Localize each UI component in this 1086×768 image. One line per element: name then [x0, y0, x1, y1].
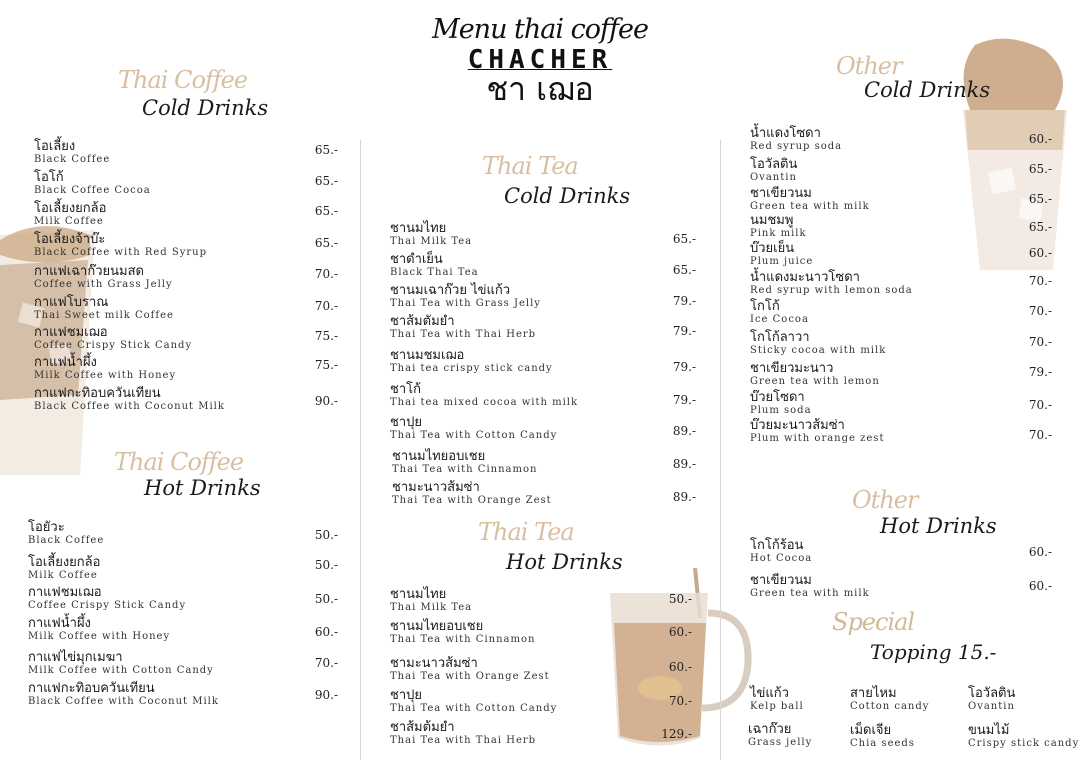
item-price: 79.-: [672, 324, 696, 338]
item-price: 70.-: [1028, 398, 1052, 412]
item-price: 89.-: [672, 424, 696, 438]
menu-item: โอเลี้ยง Black Coffee: [34, 139, 111, 165]
menu-header: [420, 8, 660, 107]
menu-item: ชาเขียวนม Green tea with milk: [750, 573, 870, 599]
menu-item: กาแฟชมเฌอ Coffee Crispy Stick Candy: [28, 585, 187, 611]
item-price: 70.-: [1028, 335, 1052, 349]
item-price: 79.-: [672, 393, 696, 407]
menu-item: ชาเขียวมะนาว Green tea with lemon: [750, 361, 880, 387]
menu-item: กาแฟชมเฌอ Coffee Crispy Stick Candy: [34, 325, 193, 351]
item-price: 70.-: [314, 267, 338, 281]
menu-item: กาแฟกะทิอบควันเทียน Black Coffee with Coconut Milk: [28, 681, 219, 707]
item-price: 79.-: [672, 294, 696, 308]
section-title: Hot Drinks: [144, 476, 261, 500]
menu-item: กาแฟโบราณ Thai Sweet milk Coffee: [34, 295, 174, 321]
menu-item: กาแฟเฉาก๊วยนมสด Coffee with Grass Jelly: [34, 264, 173, 290]
menu-item: บ๊วยเย็น Plum juice: [750, 241, 814, 267]
iced-latte-illustration: [935, 30, 1086, 275]
item-price: 70.-: [1028, 304, 1052, 318]
item-price: 70.-: [314, 656, 338, 670]
menu-item: บ๊วยมะนาวส้มซ่า Plum with orange zest: [750, 418, 885, 444]
item-price: 60.-: [1028, 579, 1052, 593]
item-price: 65.-: [314, 143, 338, 157]
section-script-label: Thai Tea: [482, 152, 578, 180]
item-price: 89.-: [672, 490, 696, 504]
menu-item: ชานมชมเฌอ Thai tea crispy stick candy: [390, 348, 553, 374]
topping-item: สายไหม Cotton candy: [850, 686, 930, 712]
item-price: 75.-: [314, 358, 338, 372]
menu-item: ชานมเฉาก๊วย ไข่แก้ว Thai Tea with Grass Jelly: [390, 283, 541, 309]
menu-item: ชาส้มตัมยำ Thai Tea with Thai Herb: [390, 314, 537, 340]
item-price: 79.-: [672, 360, 696, 374]
item-price: 65.-: [1028, 220, 1052, 234]
column-divider-left: [360, 140, 361, 760]
menu-item: ชาส้มต้มยำ Thai Tea with Thai Herb: [390, 720, 537, 746]
menu-item: กาแฟไข่มุกเมฆา Milk Coffee with Cotton Candy: [28, 650, 214, 676]
item-price: 70.-: [1028, 428, 1052, 442]
section-script-label: Other: [836, 52, 902, 80]
menu-item: ชานมไทย Thai Milk Tea: [390, 221, 473, 247]
section-title: Hot Drinks: [506, 550, 623, 574]
menu-item: ชานมไทย Thai Milk Tea: [390, 587, 473, 613]
menu-item: กาแฟน้ำผึ้ง Milk Coffee with Honey: [34, 355, 177, 381]
menu-item: ชานมไทยอบเชย Thai Tea with Cinnamon: [390, 619, 536, 645]
menu-item: ชามะนาวส้มซ่า Thai Tea with Orange Zest: [392, 480, 552, 506]
menu-item: ชาโก้ Thai tea mixed cocoa with milk: [390, 382, 579, 408]
menu-item: โอยัวะ Black Coffee: [28, 520, 105, 546]
menu-item: โอเลี้ยงยกล้อ Milk Coffee: [34, 201, 107, 227]
item-price: 90.-: [314, 394, 338, 408]
menu-item: กาแฟกะทิอบควันเทียน Black Coffee with Coconut Milk: [34, 386, 225, 412]
menu-item: ชาปุย Thai Tea with Cotton Candy: [390, 415, 558, 441]
item-price: 50.-: [314, 592, 338, 606]
topping-item: ขนมไม้ Crispy stick candy: [968, 723, 1080, 749]
section-script-label: Thai Tea: [478, 518, 574, 546]
topping-script-label: Special: [832, 608, 915, 636]
section-script-label: Other: [852, 486, 918, 514]
brand-name: CHACHER: [467, 45, 613, 75]
menu-item: โกโก้ Ice Cocoa: [750, 299, 809, 325]
menu-item: ชาเขียวนม Green tea with milk: [750, 186, 870, 212]
section-title: Cold Drinks: [864, 78, 991, 102]
item-price: 60.-: [668, 625, 692, 639]
menu-item: น้ำแดงมะนาวโซดา Red syrup with lemon soda: [750, 270, 913, 296]
menu-item: น้ำแดงโซดา Red syrup soda: [750, 126, 843, 152]
menu-item: โกโก้ร้อน Hot Cocoa: [750, 538, 813, 564]
menu-item: บ๊วยโซดา Plum soda: [750, 390, 812, 416]
item-price: 65.-: [672, 232, 696, 246]
section-title: Cold Drinks: [142, 96, 269, 120]
menu-item: ชามะนาวส้มซ่า Thai Tea with Orange Zest: [390, 656, 550, 682]
item-price: 70.-: [668, 694, 692, 708]
item-price: 90.-: [314, 688, 338, 702]
item-price: 79.-: [1028, 365, 1052, 379]
item-price: 70.-: [1028, 274, 1052, 288]
item-price: 50.-: [668, 592, 692, 606]
item-price: 65.-: [1028, 192, 1052, 206]
item-price: 60.-: [1028, 132, 1052, 146]
section-title: Cold Drinks: [504, 184, 631, 208]
item-price: 65.-: [1028, 162, 1052, 176]
brand-name-thai: ชา เฌอ: [486, 70, 594, 108]
item-price: 50.-: [314, 528, 338, 542]
section-script-label: Thai Coffee: [118, 66, 248, 94]
menu-item: ชานมไทยอบเชย Thai Tea with Cinnamon: [392, 449, 538, 475]
item-price: 60.-: [1028, 246, 1052, 260]
topping-item: โอวัลติน Ovantin: [968, 686, 1016, 712]
section-script-label: Thai Coffee: [114, 448, 244, 476]
item-price: 50.-: [314, 558, 338, 572]
item-price: 65.-: [314, 204, 338, 218]
item-price: 70.-: [314, 299, 338, 313]
menu-item: ชาปุย Thai Tea with Cotton Candy: [390, 688, 558, 714]
menu-item: โกโก้ลาวา Sticky cocoa with milk: [750, 330, 887, 356]
item-price: 129.-: [661, 727, 692, 741]
item-price: 65.-: [314, 174, 338, 188]
menu-item: โอโก้ Black Coffee Cocoa: [34, 170, 151, 196]
item-price: 60.-: [668, 660, 692, 674]
item-price: 89.-: [672, 457, 696, 471]
item-price: 65.-: [672, 263, 696, 277]
topping-title: Topping 15.-: [870, 640, 997, 664]
item-price: 60.-: [1028, 545, 1052, 559]
menu-item: ชาดำเย็น Black Thai Tea: [390, 252, 479, 278]
menu-script-title: Menu thai coffee: [432, 14, 648, 45]
menu-item: กาแฟน้ำผึ้ง Milk Coffee with Honey: [28, 616, 171, 642]
topping-item: เม็ดเจีย Chia seeds: [850, 723, 915, 749]
item-price: 65.-: [314, 236, 338, 250]
item-price: 60.-: [314, 625, 338, 639]
topping-item: ไข่แก้ว Kelp ball: [750, 686, 804, 712]
menu-item: โอเลี้ยงยกล้อ Milk Coffee: [28, 555, 101, 581]
menu-item: นมชมพู Pink milk: [750, 213, 807, 239]
column-divider-right: [720, 140, 721, 760]
item-price: 75.-: [314, 329, 338, 343]
menu-item: โอวัลติน Ovantin: [750, 157, 798, 183]
topping-item: เฉาก๊วย Grass jelly: [748, 722, 813, 748]
section-title: Hot Drinks: [880, 514, 997, 538]
menu-item: โอเลี้ยงจ้าบ๊ะ Black Coffee with Red Syrup: [34, 232, 207, 258]
